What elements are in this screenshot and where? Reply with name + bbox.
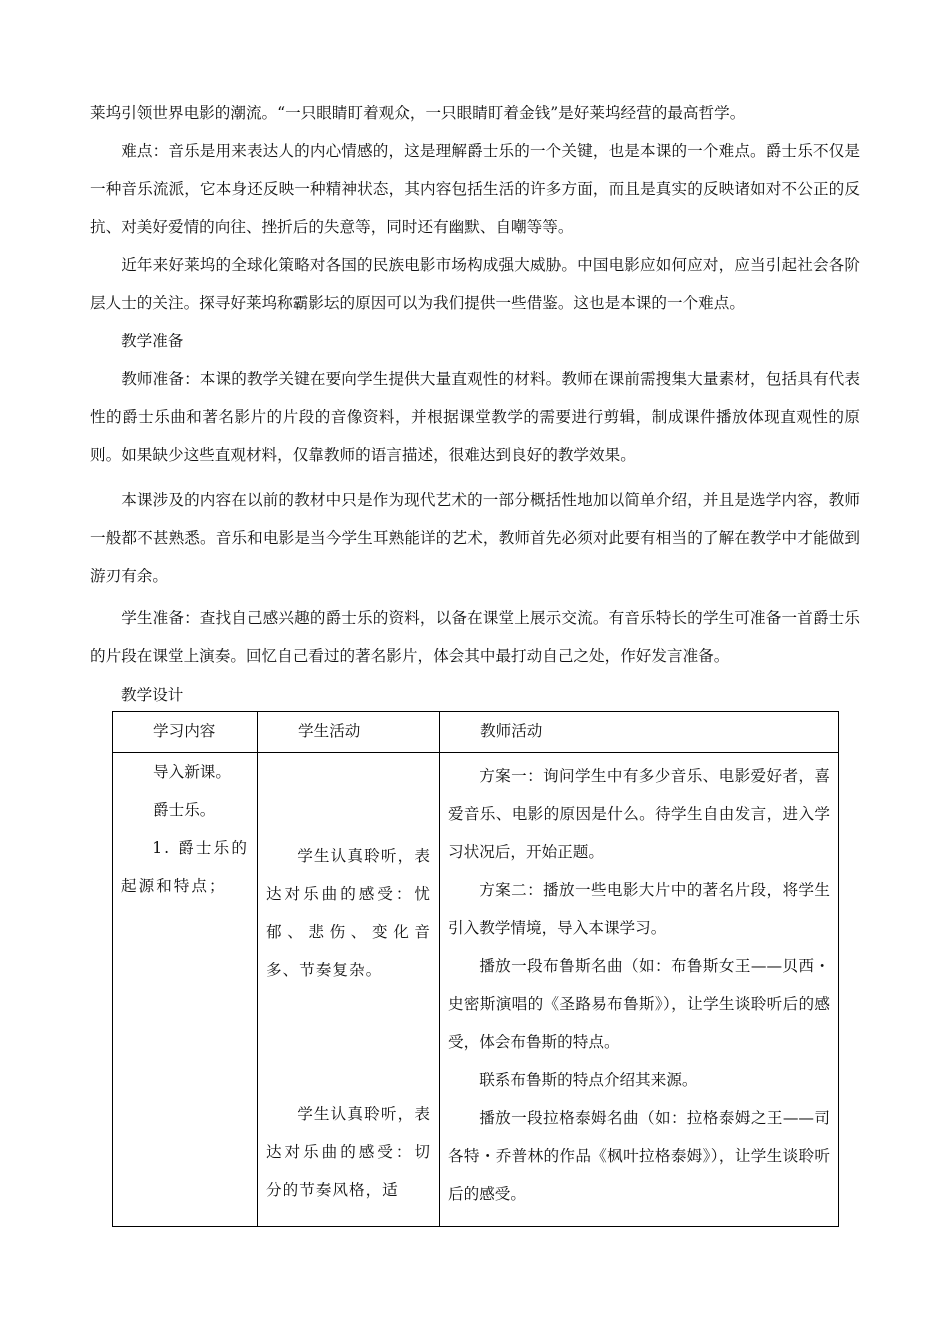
paragraph-teacher-preparation: 教师准备：本课的教学关键在要向学生提供大量直观性的材料。教师在课前需搜集大量素材，包括具有代表性的爵士乐曲和著名影片的片段的音像资料，并根据课堂教学的需要进行剪辑，制成课件播放体现直观性的原则。如果缺少这些直观材料，仅靠教师的语言描述，很难达到良好的教学效果。: [90, 370, 860, 464]
student-activity-item: 学生认真聆听，表达对乐曲的感受：忧郁、悲伤、变化音多、节奏复杂。: [266, 847, 431, 979]
table-header-row: [113, 712, 839, 753]
teacher-activity-item: 播放一段布鲁斯名曲（如：布鲁斯女王——贝西・史密斯演唱的《圣路易布鲁斯》），让学生谈聆听后的感受，体会布鲁斯的特点。: [448, 957, 830, 1051]
student-activity-cell: [258, 753, 440, 1227]
teacher-activity-item: 联系布鲁斯的特点介绍其来源。: [479, 1071, 698, 1089]
paragraph-hollywood-philosophy: 莱坞引领世界电影的潮流。“一只眼睛盯着观众，一只眼睛盯着金钱”是好莱坞经营的最高哲学。: [90, 104, 746, 122]
paragraph-student-preparation: 学生准备：查找自己感兴趣的爵士乐的资料，以备在课堂上展示交流。有音乐特长的学生可准备一首爵士乐的片段在课堂上演奏。回忆自己看过的著名影片，体会其中最打动自己之处，作好发言准备。: [90, 609, 860, 665]
heading-teaching-design: 教学设计: [121, 686, 184, 704]
student-activity-item: 学生认真聆听，表达对乐曲的感受：切分的节奏风格，适: [266, 1105, 431, 1199]
paragraph-difficulty-music: 难点：音乐是用来表达人的内心情感的，这是理解爵士乐的一个关键，也是本课的一个难点。爵士乐不仅是一种音乐流派，它本身还反映一种精神状态，其内容包括生活的许多方面，而且是真实的反映诸如对不公正的反抗、对美好爱情的向往、挫折后的失意等，同时还有幽默、自嘲等等。: [90, 142, 860, 236]
header-student-activity: 学生活动: [258, 712, 440, 753]
content-item: 爵士乐。: [153, 801, 216, 819]
paragraph-difficulty-film: 近年来好莱坞的全球化策略对各国的民族电影市场构成强大威胁。中国电影应如何应对，应当引起社会各阶层人士的关注。探寻好莱坞称霸影坛的原因可以为我们提供一些借鉴。这也是本课的一个难点。: [90, 256, 860, 312]
lesson-design-table: [112, 711, 839, 1227]
heading-teaching-preparation: 教学准备: [121, 332, 184, 350]
teacher-activity-item: 方案二：播放一些电影大片中的著名片段，将学生引入教学情境，导入本课学习。: [448, 881, 830, 937]
teacher-activity-item: 播放一段拉格泰姆名曲（如：拉格泰姆之王——司各特・乔普林的作品《枫叶拉格泰姆》），让学生谈聆听后的感受。: [448, 1109, 830, 1203]
table-row: [113, 753, 839, 1227]
content-item: 1. 爵士乐的起源和特点；: [121, 839, 249, 895]
learning-content-cell: [113, 753, 258, 1227]
paragraph-content-note: 本课涉及的内容在以前的教材中只是作为现代艺术的一部分概括性地加以简单介绍，并且是选学内容，教师一般都不甚熟悉。音乐和电影是当今学生耳熟能详的艺术，教师首先必须对此要有相当的了解在教学中才能做到游刃有余。: [90, 491, 860, 585]
header-teacher-activity: 教师活动: [440, 712, 839, 753]
content-item: 导入新课。: [153, 763, 231, 781]
teacher-activity-item: 方案一：询问学生中有多少音乐、电影爱好者，喜爱音乐、电影的原因是什么。待学生自由发言，进入学习状况后，开始正题。: [448, 767, 830, 861]
teacher-activity-cell: [440, 753, 839, 1227]
header-learning-content: 学习内容: [113, 712, 258, 753]
